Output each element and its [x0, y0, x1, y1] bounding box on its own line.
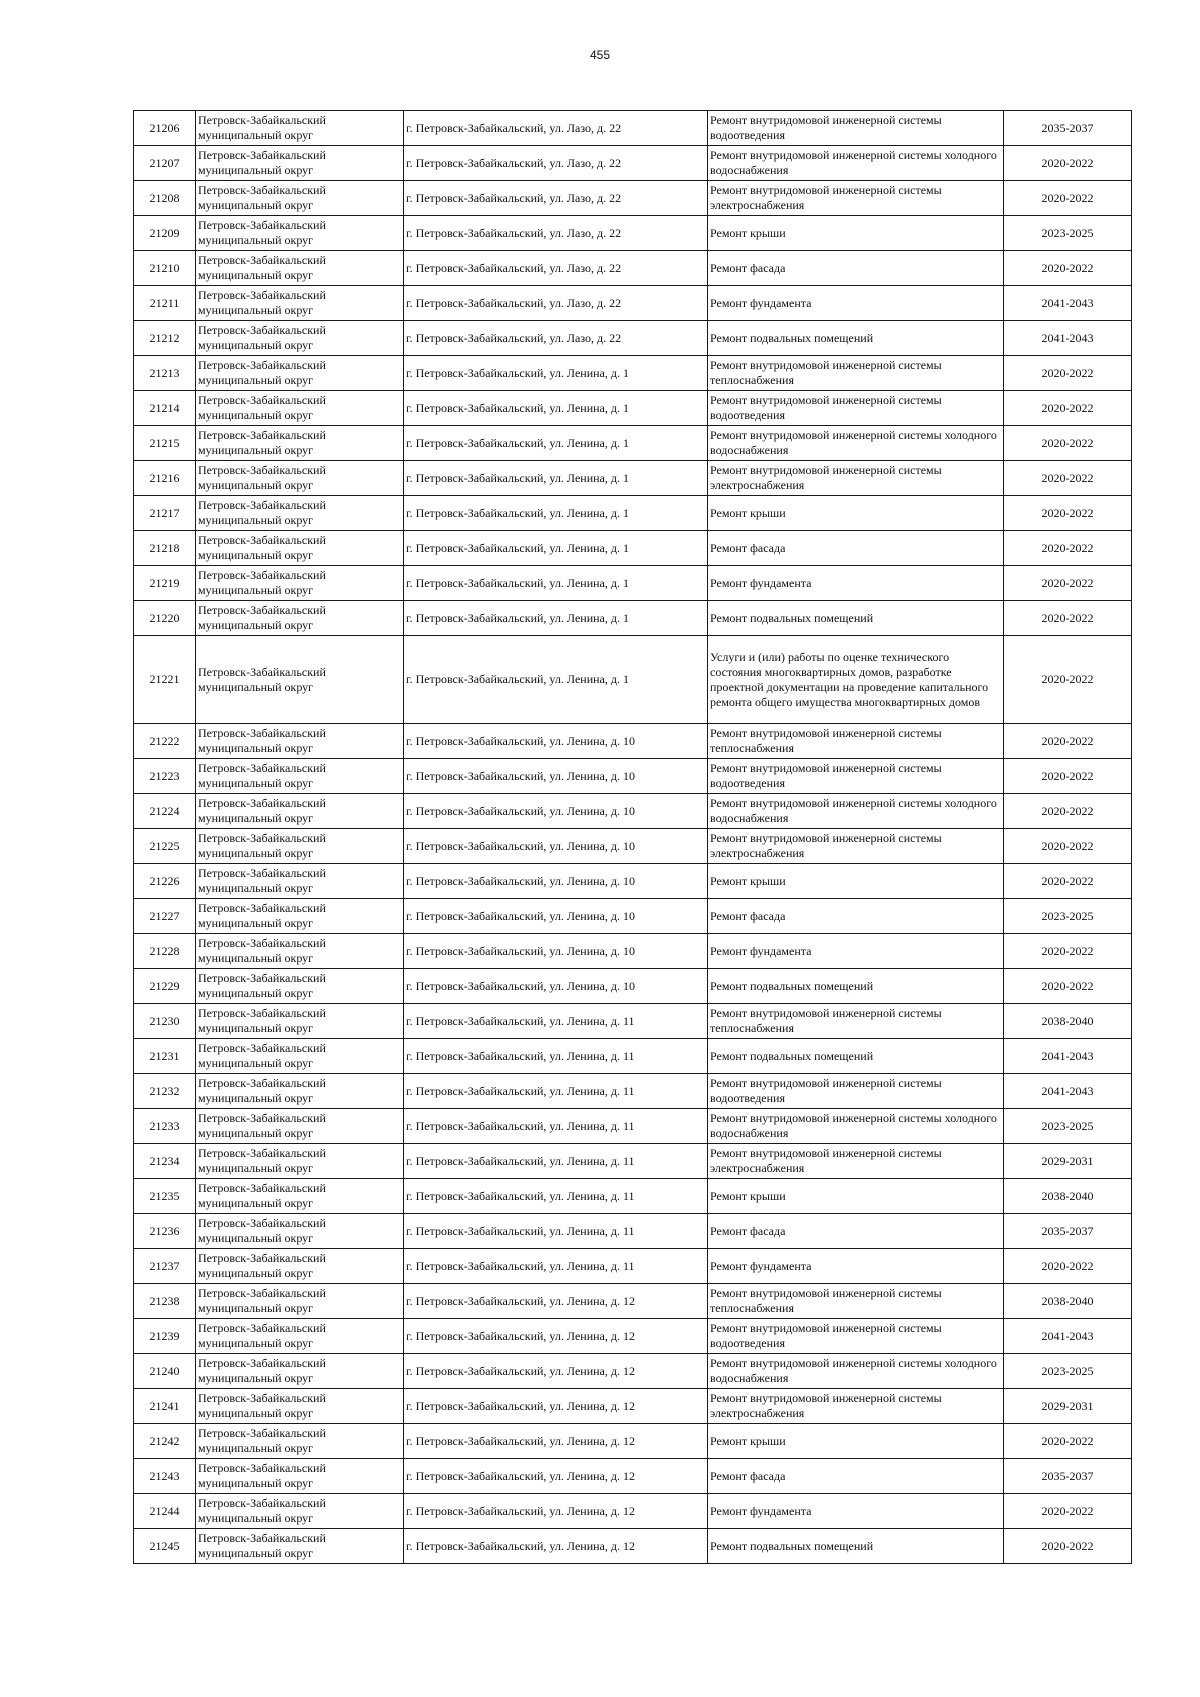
table-row — [134, 426, 1132, 461]
table-row — [134, 531, 1132, 566]
work-type-cell: Ремонт внутридомовой инженерной системы водоотведения — [708, 1074, 1004, 1109]
row-number-cell: 21216 — [134, 461, 196, 496]
address-cell: г. Петровск-Забайкальский, ул. Ленина, д. 11 — [404, 1109, 708, 1144]
period-cell: 2020-2022 — [1004, 794, 1132, 829]
work-type-cell: Ремонт фундамента — [708, 934, 1004, 969]
table-row — [134, 146, 1132, 181]
row-number-cell: 21217 — [134, 496, 196, 531]
row-number-cell: 21206 — [134, 111, 196, 146]
work-type-cell: Ремонт подвальных помещений — [708, 601, 1004, 636]
row-number-cell: 21212 — [134, 321, 196, 356]
row-number-cell: 21236 — [134, 1214, 196, 1249]
period-cell: 2029-2031 — [1004, 1144, 1132, 1179]
table-row — [134, 391, 1132, 426]
address-cell: г. Петровск-Забайкальский, ул. Ленина, д. 1 — [404, 531, 708, 566]
row-number-cell: 21224 — [134, 794, 196, 829]
row-number-cell: 21239 — [134, 1319, 196, 1354]
table-row — [134, 1214, 1132, 1249]
work-type-cell: Ремонт внутридомовой инженерной системы теплоснабжения — [708, 1004, 1004, 1039]
municipality-cell: Петровск-Забайкальский муниципальный округ — [196, 1214, 404, 1249]
work-type-cell: Ремонт крыши — [708, 216, 1004, 251]
municipality-cell: Петровск-Забайкальский муниципальный округ — [196, 391, 404, 426]
period-cell: 2020-2022 — [1004, 391, 1132, 426]
row-number-cell: 21231 — [134, 1039, 196, 1074]
address-cell: г. Петровск-Забайкальский, ул. Лазо, д. 22 — [404, 251, 708, 286]
table-row — [134, 759, 1132, 794]
work-type-cell: Ремонт внутридомовой инженерной системы холодного водоснабжения — [708, 1354, 1004, 1389]
table-row — [134, 251, 1132, 286]
table-row — [134, 1389, 1132, 1424]
period-cell: 2020-2022 — [1004, 724, 1132, 759]
row-number-cell: 21243 — [134, 1459, 196, 1494]
work-type-cell: Ремонт фасада — [708, 531, 1004, 566]
address-cell: г. Петровск-Забайкальский, ул. Ленина, д. 1 — [404, 496, 708, 531]
work-type-cell: Ремонт внутридомовой инженерной системы водоотведения — [708, 1319, 1004, 1354]
address-cell: г. Петровск-Забайкальский, ул. Ленина, д. 10 — [404, 794, 708, 829]
period-cell: 2038-2040 — [1004, 1179, 1132, 1214]
row-number-cell: 21223 — [134, 759, 196, 794]
row-number-cell: 21237 — [134, 1249, 196, 1284]
row-number-cell: 21230 — [134, 1004, 196, 1039]
row-number-cell: 21244 — [134, 1494, 196, 1529]
address-cell: г. Петровск-Забайкальский, ул. Ленина, д. 11 — [404, 1214, 708, 1249]
address-cell: г. Петровск-Забайкальский, ул. Ленина, д. 12 — [404, 1284, 708, 1319]
municipality-cell: Петровск-Забайкальский муниципальный округ — [196, 1529, 404, 1564]
table-row — [134, 829, 1132, 864]
address-cell: г. Петровск-Забайкальский, ул. Ленина, д. 10 — [404, 724, 708, 759]
work-type-cell: Ремонт внутридомовой инженерной системы водоотведения — [708, 391, 1004, 426]
table-row — [134, 1354, 1132, 1389]
row-number-cell: 21233 — [134, 1109, 196, 1144]
table-row — [134, 111, 1132, 146]
row-number-cell: 21207 — [134, 146, 196, 181]
row-number-cell: 21225 — [134, 829, 196, 864]
period-cell: 2020-2022 — [1004, 496, 1132, 531]
municipality-cell: Петровск-Забайкальский муниципальный округ — [196, 426, 404, 461]
period-cell: 2035-2037 — [1004, 1459, 1132, 1494]
table-row — [134, 1459, 1132, 1494]
period-cell: 2020-2022 — [1004, 829, 1132, 864]
table-row — [134, 1284, 1132, 1319]
municipality-cell: Петровск-Забайкальский муниципальный округ — [196, 566, 404, 601]
row-number-cell: 21228 — [134, 934, 196, 969]
address-cell: г. Петровск-Забайкальский, ул. Ленина, д. 12 — [404, 1319, 708, 1354]
period-cell: 2020-2022 — [1004, 864, 1132, 899]
address-cell: г. Петровск-Забайкальский, ул. Ленина, д. 11 — [404, 1249, 708, 1284]
period-cell: 2020-2022 — [1004, 636, 1132, 724]
address-cell: г. Петровск-Забайкальский, ул. Ленина, д. 12 — [404, 1459, 708, 1494]
table-row — [134, 321, 1132, 356]
municipality-cell: Петровск-Забайкальский муниципальный округ — [196, 461, 404, 496]
work-type-cell: Ремонт внутридомовой инженерной системы водоотведения — [708, 111, 1004, 146]
period-cell: 2020-2022 — [1004, 461, 1132, 496]
table-row — [134, 636, 1132, 724]
municipality-cell: Петровск-Забайкальский муниципальный округ — [196, 496, 404, 531]
work-type-cell: Ремонт внутридомовой инженерной системы теплоснабжения — [708, 1284, 1004, 1319]
period-cell: 2041-2043 — [1004, 1039, 1132, 1074]
row-number-cell: 21214 — [134, 391, 196, 426]
period-cell: 2020-2022 — [1004, 601, 1132, 636]
period-cell: 2020-2022 — [1004, 1494, 1132, 1529]
address-cell: г. Петровск-Забайкальский, ул. Лазо, д. 22 — [404, 146, 708, 181]
table-row — [134, 216, 1132, 251]
municipality-cell: Петровск-Забайкальский муниципальный округ — [196, 1004, 404, 1039]
table-row — [134, 286, 1132, 321]
table-row — [134, 181, 1132, 216]
row-number-cell: 21232 — [134, 1074, 196, 1109]
address-cell: г. Петровск-Забайкальский, ул. Ленина, д. 1 — [404, 601, 708, 636]
address-cell: г. Петровск-Забайкальский, ул. Ленина, д. 1 — [404, 461, 708, 496]
table-row — [134, 1004, 1132, 1039]
municipality-cell: Петровск-Забайкальский муниципальный округ — [196, 1109, 404, 1144]
row-number-cell: 21229 — [134, 969, 196, 1004]
row-number-cell: 21245 — [134, 1529, 196, 1564]
period-cell: 2041-2043 — [1004, 1319, 1132, 1354]
row-number-cell: 21240 — [134, 1354, 196, 1389]
work-type-cell: Ремонт подвальных помещений — [708, 321, 1004, 356]
period-cell: 2038-2040 — [1004, 1004, 1132, 1039]
row-number-cell: 21220 — [134, 601, 196, 636]
row-number-cell: 21238 — [134, 1284, 196, 1319]
address-cell: г. Петровск-Забайкальский, ул. Ленина, д. 1 — [404, 356, 708, 391]
work-type-cell: Ремонт фундамента — [708, 1249, 1004, 1284]
table-row — [134, 899, 1132, 934]
period-cell: 2020-2022 — [1004, 251, 1132, 286]
period-cell: 2023-2025 — [1004, 1354, 1132, 1389]
address-cell: г. Петровск-Забайкальский, ул. Ленина, д. 12 — [404, 1494, 708, 1529]
work-type-cell: Ремонт внутридомовой инженерной системы холодного водоснабжения — [708, 794, 1004, 829]
period-cell: 2023-2025 — [1004, 1109, 1132, 1144]
municipality-cell: Петровск-Забайкальский муниципальный округ — [196, 216, 404, 251]
period-cell: 2020-2022 — [1004, 759, 1132, 794]
period-cell: 2020-2022 — [1004, 146, 1132, 181]
work-type-cell: Ремонт внутридомовой инженерной системы теплоснабжения — [708, 724, 1004, 759]
municipality-cell: Петровск-Забайкальский муниципальный округ — [196, 1459, 404, 1494]
work-type-cell: Ремонт внутридомовой инженерной системы электроснабжения — [708, 829, 1004, 864]
work-type-cell: Ремонт подвальных помещений — [708, 969, 1004, 1004]
work-type-cell: Ремонт фасада — [708, 1214, 1004, 1249]
table-row — [134, 1424, 1132, 1459]
row-number-cell: 21222 — [134, 724, 196, 759]
municipality-cell: Петровск-Забайкальский муниципальный округ — [196, 1424, 404, 1459]
table-body — [134, 111, 1132, 1564]
period-cell: 2041-2043 — [1004, 321, 1132, 356]
address-cell: г. Петровск-Забайкальский, ул. Лазо, д. 22 — [404, 111, 708, 146]
address-cell: г. Петровск-Забайкальский, ул. Ленина, д. 10 — [404, 829, 708, 864]
period-cell: 2029-2031 — [1004, 1389, 1132, 1424]
address-cell: г. Петровск-Забайкальский, ул. Ленина, д. 10 — [404, 934, 708, 969]
municipality-cell: Петровск-Забайкальский муниципальный округ — [196, 356, 404, 391]
work-type-cell: Ремонт фасада — [708, 899, 1004, 934]
address-cell: г. Петровск-Забайкальский, ул. Ленина, д. 10 — [404, 899, 708, 934]
period-cell: 2020-2022 — [1004, 969, 1132, 1004]
address-cell: г. Петровск-Забайкальский, ул. Ленина, д. 10 — [404, 864, 708, 899]
work-type-cell: Ремонт крыши — [708, 864, 1004, 899]
table-row — [134, 566, 1132, 601]
work-type-cell: Ремонт внутридомовой инженерной системы электроснабжения — [708, 461, 1004, 496]
work-type-cell: Ремонт фундамента — [708, 566, 1004, 601]
row-number-cell: 21208 — [134, 181, 196, 216]
row-number-cell: 21227 — [134, 899, 196, 934]
municipality-cell: Петровск-Забайкальский муниципальный округ — [196, 181, 404, 216]
table-row — [134, 969, 1132, 1004]
address-cell: г. Петровск-Забайкальский, ул. Ленина, д. 11 — [404, 1004, 708, 1039]
work-type-cell: Ремонт крыши — [708, 1179, 1004, 1214]
table-row — [134, 461, 1132, 496]
table-row — [134, 864, 1132, 899]
row-number-cell: 21234 — [134, 1144, 196, 1179]
municipality-cell: Петровск-Забайкальский муниципальный округ — [196, 1039, 404, 1074]
row-number-cell: 21219 — [134, 566, 196, 601]
address-cell: г. Петровск-Забайкальский, ул. Ленина, д. 1 — [404, 426, 708, 461]
page-number: 455 — [589, 48, 611, 62]
row-number-cell: 21210 — [134, 251, 196, 286]
period-cell: 2041-2043 — [1004, 1074, 1132, 1109]
period-cell: 2020-2022 — [1004, 1529, 1132, 1564]
municipality-cell: Петровск-Забайкальский муниципальный округ — [196, 1074, 404, 1109]
address-cell: г. Петровск-Забайкальский, ул. Ленина, д. 1 — [404, 566, 708, 601]
municipality-cell: Петровск-Забайкальский муниципальный округ — [196, 1284, 404, 1319]
municipality-cell: Петровск-Забайкальский муниципальный округ — [196, 321, 404, 356]
municipality-cell: Петровск-Забайкальский муниципальный округ — [196, 111, 404, 146]
address-cell: г. Петровск-Забайкальский, ул. Лазо, д. 22 — [404, 181, 708, 216]
period-cell: 2020-2022 — [1004, 426, 1132, 461]
table-row — [134, 1319, 1132, 1354]
municipality-cell: Петровск-Забайкальский муниципальный округ — [196, 1494, 404, 1529]
work-type-cell: Ремонт внутридомовой инженерной системы холодного водоснабжения — [708, 146, 1004, 181]
municipality-cell: Петровск-Забайкальский муниципальный округ — [196, 759, 404, 794]
table-row — [134, 496, 1132, 531]
municipality-cell: Петровск-Забайкальский муниципальный округ — [196, 899, 404, 934]
row-number-cell: 21242 — [134, 1424, 196, 1459]
work-type-cell: Ремонт фундамента — [708, 286, 1004, 321]
table-row — [134, 356, 1132, 391]
municipality-cell: Петровск-Забайкальский муниципальный округ — [196, 1354, 404, 1389]
address-cell: г. Петровск-Забайкальский, ул. Ленина, д. 11 — [404, 1179, 708, 1214]
row-number-cell: 21213 — [134, 356, 196, 391]
period-cell: 2020-2022 — [1004, 1424, 1132, 1459]
work-type-cell: Ремонт фасада — [708, 1459, 1004, 1494]
municipality-cell: Петровск-Забайкальский муниципальный округ — [196, 1179, 404, 1214]
period-cell: 2020-2022 — [1004, 566, 1132, 601]
work-type-cell: Ремонт внутридомовой инженерной системы холодного водоснабжения — [708, 1109, 1004, 1144]
row-number-cell: 21209 — [134, 216, 196, 251]
work-type-cell: Услуги и (или) работы по оценке технического состояния многоквартирных домов, разработке проектной документации на проведение капитального ремонта общего имущества многоквартирных домов — [708, 636, 1004, 724]
address-cell: г. Петровск-Забайкальский, ул. Ленина, д. 1 — [404, 636, 708, 724]
work-type-cell: Ремонт внутридомовой инженерной системы холодного водоснабжения — [708, 426, 1004, 461]
table-row — [134, 1494, 1132, 1529]
municipality-cell: Петровск-Забайкальский муниципальный округ — [196, 864, 404, 899]
period-cell: 2041-2043 — [1004, 286, 1132, 321]
repair-schedule-table — [133, 110, 1132, 1564]
table-row — [134, 1179, 1132, 1214]
period-cell: 2020-2022 — [1004, 356, 1132, 391]
address-cell: г. Петровск-Забайкальский, ул. Лазо, д. 22 — [404, 321, 708, 356]
row-number-cell: 21218 — [134, 531, 196, 566]
municipality-cell: Петровск-Забайкальский муниципальный округ — [196, 969, 404, 1004]
address-cell: г. Петровск-Забайкальский, ул. Ленина, д. 12 — [404, 1424, 708, 1459]
address-cell: г. Петровск-Забайкальский, ул. Ленина, д. 10 — [404, 969, 708, 1004]
address-cell: г. Петровск-Забайкальский, ул. Ленина, д. 12 — [404, 1529, 708, 1564]
row-number-cell: 21211 — [134, 286, 196, 321]
municipality-cell: Петровск-Забайкальский муниципальный округ — [196, 934, 404, 969]
address-cell: г. Петровск-Забайкальский, ул. Ленина, д. 11 — [404, 1039, 708, 1074]
municipality-cell: Петровск-Забайкальский муниципальный округ — [196, 1144, 404, 1179]
address-cell: г. Петровск-Забайкальский, ул. Ленина, д. 12 — [404, 1389, 708, 1424]
work-type-cell: Ремонт внутридомовой инженерной системы водоотведения — [708, 759, 1004, 794]
work-type-cell: Ремонт крыши — [708, 496, 1004, 531]
municipality-cell: Петровск-Забайкальский муниципальный округ — [196, 531, 404, 566]
table-row — [134, 1074, 1132, 1109]
work-type-cell: Ремонт фасада — [708, 251, 1004, 286]
period-cell: 2023-2025 — [1004, 216, 1132, 251]
table-row — [134, 1039, 1132, 1074]
table-row — [134, 1529, 1132, 1564]
period-cell: 2020-2022 — [1004, 181, 1132, 216]
municipality-cell: Петровск-Забайкальский муниципальный округ — [196, 251, 404, 286]
period-cell: 2035-2037 — [1004, 111, 1132, 146]
period-cell: 2038-2040 — [1004, 1284, 1132, 1319]
row-number-cell: 21241 — [134, 1389, 196, 1424]
work-type-cell: Ремонт внутридомовой инженерной системы электроснабжения — [708, 1144, 1004, 1179]
row-number-cell: 21226 — [134, 864, 196, 899]
table-row — [134, 1144, 1132, 1179]
table-row — [134, 1109, 1132, 1144]
table-row — [134, 794, 1132, 829]
period-cell: 2020-2022 — [1004, 531, 1132, 566]
municipality-cell: Петровск-Забайкальский муниципальный округ — [196, 1249, 404, 1284]
municipality-cell: Петровск-Забайкальский муниципальный округ — [196, 724, 404, 759]
address-cell: г. Петровск-Забайкальский, ул. Ленина, д. 10 — [404, 759, 708, 794]
address-cell: г. Петровск-Забайкальский, ул. Ленина, д. 11 — [404, 1074, 708, 1109]
work-type-cell: Ремонт внутридомовой инженерной системы электроснабжения — [708, 181, 1004, 216]
work-type-cell: Ремонт фундамента — [708, 1494, 1004, 1529]
period-cell: 2023-2025 — [1004, 899, 1132, 934]
municipality-cell: Петровск-Забайкальский муниципальный округ — [196, 636, 404, 724]
municipality-cell: Петровск-Забайкальский муниципальный округ — [196, 601, 404, 636]
table-row — [134, 724, 1132, 759]
municipality-cell: Петровск-Забайкальский муниципальный округ — [196, 286, 404, 321]
work-type-cell: Ремонт подвальных помещений — [708, 1529, 1004, 1564]
row-number-cell: 21215 — [134, 426, 196, 461]
municipality-cell: Петровск-Забайкальский муниципальный округ — [196, 794, 404, 829]
address-cell: г. Петровск-Забайкальский, ул. Лазо, д. 22 — [404, 216, 708, 251]
table-row — [134, 1249, 1132, 1284]
table-row — [134, 934, 1132, 969]
municipality-cell: Петровск-Забайкальский муниципальный округ — [196, 1389, 404, 1424]
municipality-cell: Петровск-Забайкальский муниципальный округ — [196, 146, 404, 181]
work-type-cell: Ремонт крыши — [708, 1424, 1004, 1459]
address-cell: г. Петровск-Забайкальский, ул. Ленина, д. 12 — [404, 1354, 708, 1389]
row-number-cell: 21221 — [134, 636, 196, 724]
period-cell: 2020-2022 — [1004, 934, 1132, 969]
municipality-cell: Петровск-Забайкальский муниципальный округ — [196, 829, 404, 864]
period-cell: 2035-2037 — [1004, 1214, 1132, 1249]
work-type-cell: Ремонт внутридомовой инженерной системы теплоснабжения — [708, 356, 1004, 391]
municipality-cell: Петровск-Забайкальский муниципальный округ — [196, 1319, 404, 1354]
work-type-cell: Ремонт внутридомовой инженерной системы электроснабжения — [708, 1389, 1004, 1424]
row-number-cell: 21235 — [134, 1179, 196, 1214]
address-cell: г. Петровск-Забайкальский, ул. Ленина, д. 11 — [404, 1144, 708, 1179]
address-cell: г. Петровск-Забайкальский, ул. Лазо, д. 22 — [404, 286, 708, 321]
work-type-cell: Ремонт подвальных помещений — [708, 1039, 1004, 1074]
table-row — [134, 601, 1132, 636]
period-cell: 2020-2022 — [1004, 1249, 1132, 1284]
address-cell: г. Петровск-Забайкальский, ул. Ленина, д. 1 — [404, 391, 708, 426]
